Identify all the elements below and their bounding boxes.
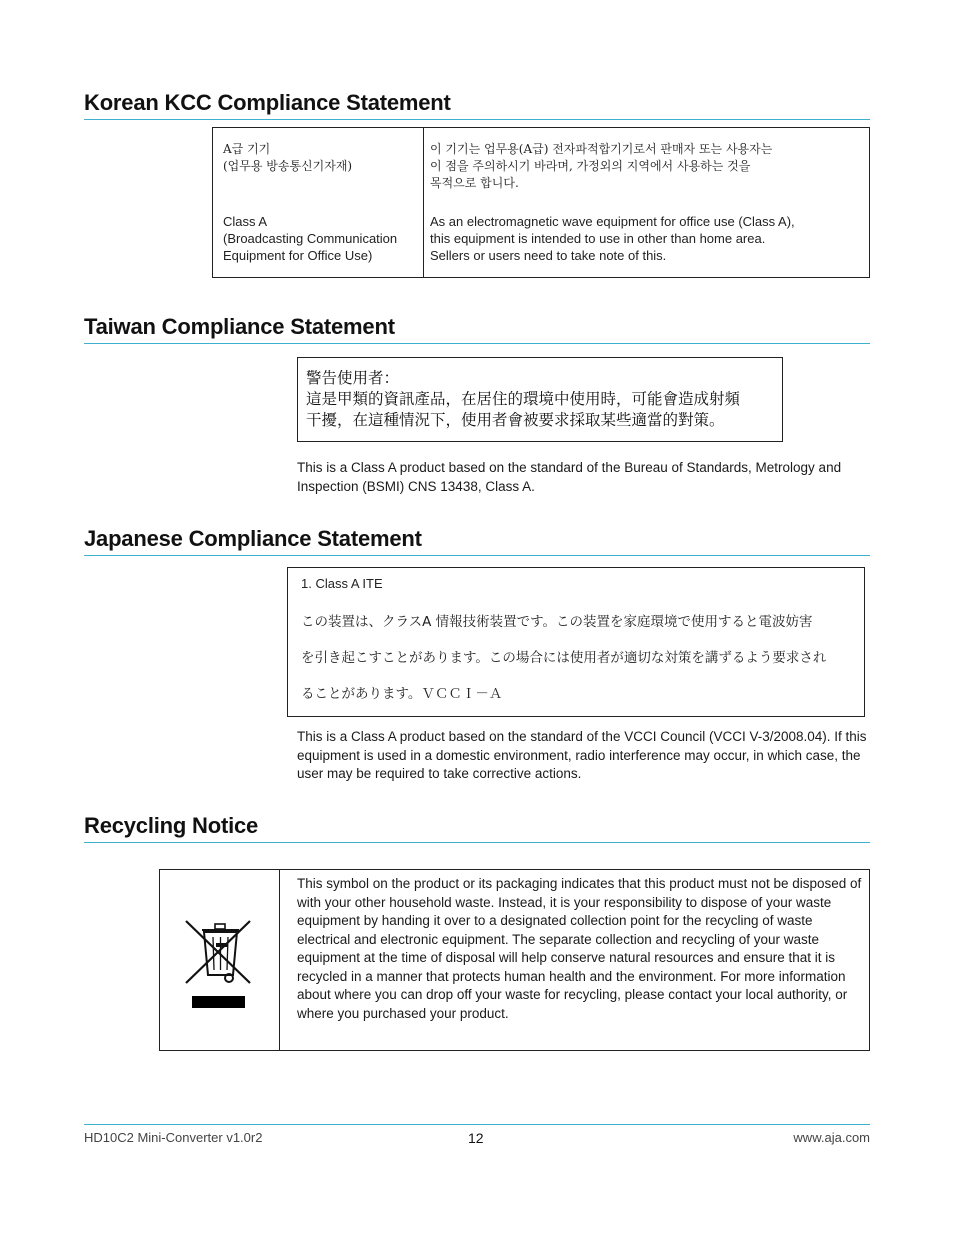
recycling-heading: Recycling Notice	[84, 813, 870, 843]
text-line: 警告使用者：	[306, 369, 400, 387]
text-line: 干擾，在這種情況下，使用者會被要求採取某些適當的對策。	[306, 411, 725, 429]
japanese-line-3: ることがあります。ＶＣＣＩ－Ａ	[301, 686, 503, 702]
footer-doc-title: HD10C2 Mini-Converter v1.0r2	[84, 1130, 263, 1145]
footer-website: www.aja.com	[793, 1130, 870, 1145]
korean-kcc-table	[212, 127, 870, 278]
korean-left-top	[223, 141, 418, 175]
japanese-note: This is a Class A product based on the standard of the VCCI Council (VCCI V-3/2008.04). If this equipment is used in a domestic environment, radio interference may occur, in which case, the user may be required to take corrective actions.	[297, 729, 867, 781]
table-divider	[423, 128, 424, 277]
text-line: 목적으로 합니다.	[430, 176, 519, 190]
text-line: Class A	[223, 214, 268, 229]
recycling-box	[159, 869, 870, 1051]
recycling-divider	[279, 870, 280, 1050]
text-line: A급 기기	[223, 142, 271, 156]
crossed-out-wheelie-bin-icon	[182, 913, 258, 1013]
text-line: 이 기기는 업무용(A급) 전자파적합기기로서 판매자 또는 사용자는	[430, 142, 773, 156]
taiwan-heading: Taiwan Compliance Statement	[84, 314, 870, 344]
footer-rule	[84, 1124, 870, 1125]
taiwan-warning-box	[297, 357, 783, 442]
text-line: this equipment is intended to use in other than home area.	[430, 231, 766, 246]
japanese-line-1: この装置は、クラスA 情報技術装置です。この装置を家庭環境で使用すると電波妨害	[301, 614, 813, 630]
japanese-line-2: を引き起こすことがあります。この場合には使用者が適切な対策を講ずるよう要求され	[301, 650, 827, 666]
recycling-text: This symbol on the product or its packaging indicates that this product must not be disposed of with your other household waste. Instead, it is your responsibility to dispose of your waste equipment by handing it over to a designated collection point for the recycling of waste electrical and electronic equipment. The separate collection and recycling of your waste equipment at the time of disposal will help conserve natural resources and ensure that it is recycled in a manner that protects human health and the environment. For more information about where you can drop off your waste for recycling, please contact your local authority, or where you purchased your product.	[297, 876, 862, 1021]
japanese-box-title: 1. Class A ITE	[301, 576, 383, 591]
text-line: (Broadcasting Communication	[223, 231, 398, 246]
text-line: Sellers or users need to take note of this.	[430, 248, 667, 263]
text-line: (업무용 방송통신기자재)	[223, 159, 353, 173]
text-line: 這是甲類的資訊產品，在居住的環境中使用時，可能會造成射頻	[306, 390, 741, 408]
korean-heading: Korean KCC Compliance Statement	[84, 90, 870, 120]
text-line: As an electromagnetic wave equipment for office use (Class A),	[430, 214, 795, 229]
page-number: 12	[468, 1130, 484, 1146]
text-line: Equipment for Office Use)	[223, 248, 373, 263]
text-line: 이 점을 주의하시기 바라며, 가정외의 지역에서 사용하는 것을	[430, 159, 751, 173]
korean-right-bottom	[430, 213, 868, 264]
taiwan-warning-text	[306, 368, 782, 431]
korean-left-bottom	[223, 213, 421, 264]
japanese-heading: Japanese Compliance Statement	[84, 526, 870, 556]
japanese-box	[287, 567, 865, 717]
korean-right-top	[430, 141, 868, 192]
taiwan-note: This is a Class A product based on the standard of the Bureau of Standards, Metrology and Inspection (BSMI) CNS 13438, Class A.	[297, 460, 842, 494]
